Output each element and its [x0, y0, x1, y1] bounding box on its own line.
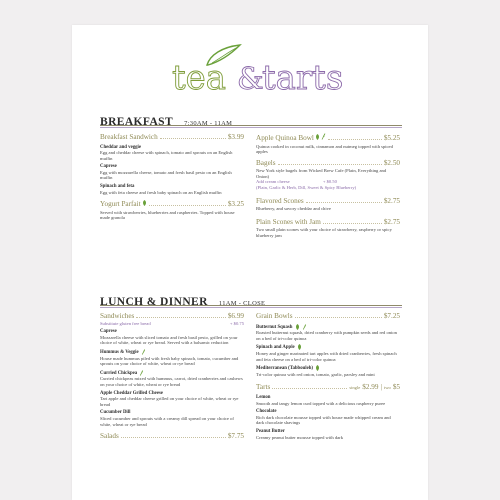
dot-leader — [328, 139, 382, 140]
sub-item-name: Spinach and Apple — [256, 345, 295, 351]
leaf-icon — [295, 324, 300, 330]
item-price: $2.50 — [383, 158, 400, 167]
dot-leader — [323, 223, 382, 224]
item-price: $3.25 — [227, 200, 244, 209]
menu-item-yogurt-parfait — [100, 200, 244, 221]
sub-item-desc: Smooth and tangy lemon curd topped with a delicious raspberry puree — [256, 400, 386, 406]
lunch-title: LUNCH & DINNER — [100, 296, 208, 308]
item-name: Grain Bowls — [256, 312, 293, 320]
sub-item-name: Lemon — [256, 395, 271, 401]
add-on-price: + $0.50 — [322, 179, 337, 185]
sub-item-name: Caprese — [100, 329, 117, 335]
item-name: Plain Scones with Jam — [256, 217, 321, 226]
tea-and-tarts-logo — [72, 25, 428, 105]
substitute-price: + $0.75 — [229, 320, 244, 326]
leaf-icon — [142, 200, 147, 206]
sub-item-desc: Egg with mozzarella cheese, tomato and fresh basil pesto on an English muffin — [100, 169, 232, 181]
sub-item-desc: Tri-color quinoa with red onion, tomato, garlic, parsley and mint — [256, 371, 375, 377]
brand-left: tea — [172, 58, 227, 98]
sub-item-name: Butternut Squash — [256, 324, 293, 330]
sub-item-desc: House made hummus piled with fresh baby spinach, tomato, cucumber and sprouts on your choice of white, wheat or rye bread — [100, 355, 239, 367]
menu-item-plain-scones — [256, 218, 400, 239]
sub-item-name: Hummus & Veggie — [100, 349, 139, 355]
item-name: Bagels — [256, 158, 276, 167]
gluten-free-substitute — [100, 321, 244, 327]
gluten-free-wheat-icon — [302, 324, 307, 330]
item-name: Yogurt Parfait — [100, 200, 141, 209]
dot-leader — [272, 388, 347, 389]
gluten-free-wheat-icon — [321, 133, 326, 140]
sub-item-name: Chocolate — [256, 409, 277, 415]
dot-leader — [295, 317, 382, 318]
menu-item-apple-quinoa-bowl — [256, 133, 400, 155]
breakfast-left-column — [100, 133, 244, 225]
sub-item-name-row — [100, 370, 244, 377]
item-price: $2.75 — [383, 196, 400, 205]
menu-sheet — [72, 25, 428, 500]
item-desc: Served with strawberries, blueberries and raspberries. Topped with house made granola — [100, 209, 235, 221]
item-desc: Blueberry, and savory cheddar and chive — [256, 206, 331, 212]
sub-item-desc: Mozzarella cheese with sliced tomato and fresh basil pesto, grilled on your choice of white, wheat or rye bread. Served with a balsamic reduction — [100, 334, 238, 346]
dot-leader — [306, 202, 382, 203]
item-price: $2.75 — [383, 217, 400, 226]
sub-item-name: Caprese — [100, 164, 117, 170]
price-note-two: two — [383, 384, 391, 390]
item-price: $5.25 — [383, 134, 400, 142]
item-price: $6.99 — [227, 312, 244, 320]
sub-item-desc: Egg with feta cheese and fresh baby spinach on an English muffin — [100, 189, 222, 195]
menu-item-breakfast-sandwich — [100, 133, 244, 195]
add-on-flavors: (Plain, Garlic & Herb, Dill, Sweet & Spicy Blueberry) — [256, 184, 357, 190]
menu-item-salads — [100, 432, 244, 441]
menu-item-bagels — [256, 159, 400, 191]
dot-leader — [149, 205, 226, 206]
item-name: Tarts — [256, 382, 271, 391]
item-name: Sandwiches — [100, 312, 135, 320]
sub-item-name: Apple Cheddar Grilled Cheese — [100, 390, 163, 396]
sub-item-name: Peanut Butter — [256, 429, 285, 435]
item-price: $3.99 — [227, 133, 244, 141]
menu-item-grain-bowls — [256, 312, 400, 378]
brand-amp: & — [237, 62, 264, 97]
lunch-rule-top — [100, 305, 402, 306]
sub-item-desc: Rich dark chocolate mousse topped with house made whipped cream and dark chocolate shavings — [256, 414, 391, 426]
dot-leader — [121, 437, 226, 438]
sub-item-name: Curried Chickpea — [100, 370, 138, 376]
dot-leader — [278, 164, 382, 165]
price-note-single: single — [349, 384, 361, 390]
sub-item-desc: Roasted butternut squash, dried cranberry with pumpkin seeds and red onion on a bed of tri-color quinoa — [256, 330, 397, 341]
menu-item-tarts — [256, 383, 400, 441]
dot-leader — [160, 138, 226, 139]
breakfast-rule-top — [100, 125, 402, 126]
leaf-icon — [315, 365, 320, 371]
item-desc: Quinoa cooked in coconut milk, cinnamon and nutmeg topped with spiced apples — [256, 143, 393, 155]
sub-item-name: Mediterranean (Tabbouleh) — [256, 366, 313, 372]
substitute-label: Substitute gluten free bread — [100, 320, 151, 326]
sub-item-name-row — [256, 344, 400, 351]
breakfast-rule-bottom — [100, 127, 402, 128]
menu-item-flavored-scones — [256, 197, 400, 212]
sub-item-desc: Tart apple and cheddar cheese grilled on your choice of white, wheat or rye bread — [100, 396, 239, 407]
sub-item-desc: Egg and cheddar cheese with spinach, tomato and sprouts on an English muffin — [100, 150, 233, 161]
menu-item-sandwiches — [100, 312, 244, 427]
lunch-hours: 11AM - CLOSE — [218, 300, 266, 307]
item-name: Salads — [100, 432, 119, 441]
gluten-free-wheat-icon — [139, 370, 144, 376]
sub-item-desc: Sliced cucumber and sprouts with a creamy dill spread on your choice of white, wheat or rye bread — [100, 416, 234, 427]
item-desc: Two small plain scones with your choice of strawberry, raspberry or spicy blueberry jam — [256, 227, 392, 238]
gluten-free-wheat-icon — [141, 349, 146, 355]
sub-item-name: Cheddar and veggie — [100, 144, 141, 150]
leaf-icon — [315, 134, 320, 140]
sub-item-desc: Curried chickpeas mixed with hummus, carrot, dried cranberries and cashews on your choice of white, wheat or rye bread — [100, 376, 243, 388]
sub-item-name-row — [256, 324, 400, 331]
lunch-left-column — [100, 312, 244, 445]
add-on-label: Add cream cheese — [256, 179, 290, 185]
price-separator: | — [380, 382, 382, 391]
sub-item-desc: Creamy peanut butter mousse topped with dark — [256, 434, 344, 440]
item-desc: New York style bagels from Wicked Brew Cafe (Plain, Everything and Onion) — [256, 168, 387, 179]
lunch-rule-bottom — [100, 307, 402, 308]
leaf-icon — [297, 344, 302, 350]
sub-item-desc: Honey and ginger marinated tart apples with dried cranberries, fresh spinach and feta cheese on a bed of tri-color quinoa — [256, 351, 397, 362]
item-price: $7.75 — [227, 432, 244, 441]
lunch-right-column — [256, 312, 400, 444]
breakfast-title: BREAKFAST — [100, 116, 174, 128]
item-price-two: $5 — [392, 382, 400, 391]
sub-item-name: Spinach and feta — [100, 184, 135, 190]
brand-right: tarts — [262, 58, 344, 98]
sub-item-name: Cucumber Dill — [100, 410, 131, 416]
item-name: Breakfast Sandwich — [100, 133, 158, 141]
breakfast-hours: 7:30AM - 11AM — [184, 120, 233, 127]
item-name: Flavored Scones — [256, 196, 304, 205]
item-price: $2.99 — [362, 382, 379, 391]
sub-item-name-row — [256, 365, 400, 372]
sub-item-name-row — [100, 349, 244, 356]
item-name: Apple Quinoa Bowl — [256, 134, 314, 142]
item-price: $7.25 — [383, 312, 400, 320]
dot-leader — [136, 317, 225, 318]
breakfast-right-column — [256, 133, 400, 242]
